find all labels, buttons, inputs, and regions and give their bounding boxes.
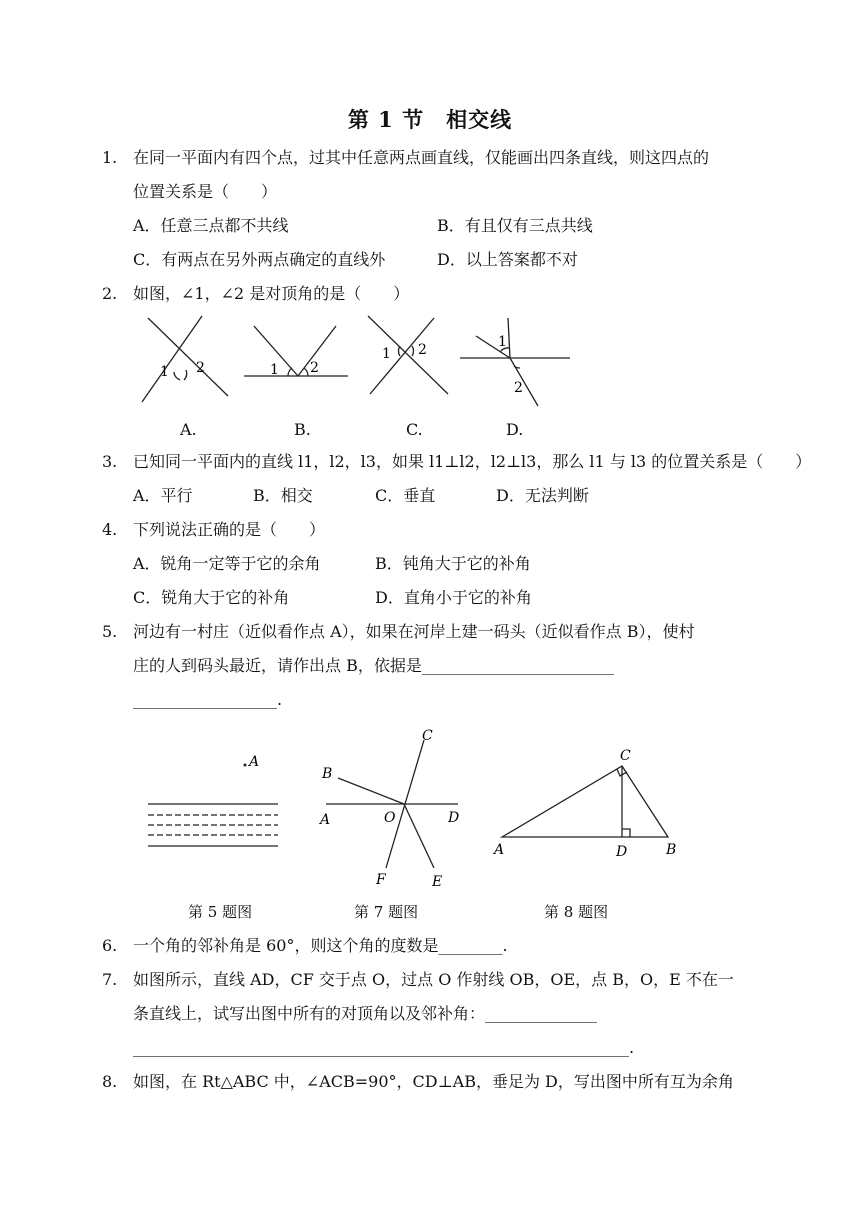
q2-text: 如图，∠1，∠2 是对顶角的是（ ） <box>133 284 410 303</box>
q7-text-line2: 条直线上，试写出图中所有的对顶角以及邻补角：______________ <box>133 1004 598 1023</box>
fig7-point-c: C <box>422 728 433 744</box>
q3-text: 已知同一平面内的直线 l1，l2，l3，如果 l1⊥l2，l2⊥l3，那么 l1 与 l3 的位置关系是（ ） <box>133 452 812 471</box>
fig7-point-b: B <box>322 766 333 782</box>
fig7-point-a: A <box>320 812 331 828</box>
q2-d-angle1: 1 <box>498 334 507 350</box>
fig5-caption: 第 5 题图 <box>188 903 253 921</box>
q3-option-a: A．平行 <box>133 486 193 505</box>
fig7-point-f: F <box>376 872 386 888</box>
q1-option-a: A．任意三点都不共线 <box>133 216 289 235</box>
q2-figure-a <box>142 316 228 402</box>
q5-text-line2: 庄的人到码头最近，请作出点 B，依据是________________________ <box>133 656 614 675</box>
fig7-point-d: D <box>448 810 460 826</box>
q2-a-angle2: 2 <box>196 360 205 376</box>
q7-number: 7. <box>102 970 118 989</box>
fig5-point-a-dot <box>244 764 247 767</box>
q2-figure-c <box>368 316 448 394</box>
q2-label-c: C. <box>406 420 423 439</box>
q2-d-angle2: 2 <box>514 380 523 396</box>
fig7-point-o: O <box>384 810 396 826</box>
fig8-point-d: D <box>616 844 628 860</box>
q2-b-angle1: 1 <box>270 362 279 378</box>
q1-option-d: D．以上答案都不对 <box>437 250 578 269</box>
q2-c-angle1: 1 <box>382 346 391 362</box>
q1-option-c: C．有两点在另外两点确定的直线外 <box>133 250 386 269</box>
q4-text: 下列说法正确的是（ ） <box>133 520 326 539</box>
q2-label-a: A. <box>180 420 197 439</box>
q4-option-a: A．锐角一定等于它的余角 <box>133 554 321 573</box>
fig8-caption: 第 8 题图 <box>544 903 609 921</box>
fig7-caption: 第 7 题图 <box>354 903 419 921</box>
q8-number: 8. <box>102 1072 118 1091</box>
q2-figures <box>130 310 590 410</box>
fig8-triangle <box>502 766 668 837</box>
q7-text-line3: ______________________________________________________________. <box>133 1038 635 1057</box>
q8-text-line1: 如图，在 Rt△ABC 中，∠ACB=90°，CD⊥AB，垂足为 D，写出图中所有互为余角 <box>133 1072 734 1091</box>
q2-label-b: B. <box>294 420 311 439</box>
q2-number: 2. <box>102 284 118 303</box>
q4-option-c: C．锐角大于它的补角 <box>133 588 290 607</box>
q4-number: 4. <box>102 520 118 539</box>
q3-number: 3. <box>102 452 118 471</box>
q6-number: 6. <box>102 936 118 955</box>
q4-option-d: D．直角小于它的补角 <box>375 588 532 607</box>
q3-option-b: B．相交 <box>253 486 313 505</box>
q1-text-line1: 在同一平面内有四个点，过其中任意两点画直线，仅能画出四条直线，则这四点的 <box>133 148 710 167</box>
fig5-river <box>148 804 278 846</box>
fig8-point-b: B <box>666 842 677 858</box>
q5-text-line3: __________________. <box>133 690 283 709</box>
fig5-point-a-label: A <box>249 754 260 770</box>
q3-option-d: D．无法判断 <box>496 486 589 505</box>
q2-a-angle1: 1 <box>160 364 169 380</box>
q7-text-line1: 如图所示，直线 AD，CF 交于点 O，过点 O 作射线 OB，OE，点 B，O，E 不在一 <box>133 970 734 989</box>
q1-text-line2: 位置关系是（ ） <box>133 182 278 201</box>
fig8-point-a: A <box>494 842 505 858</box>
page-title: 第 1 节 相交线 <box>347 107 513 132</box>
q2-figure-b <box>244 326 348 376</box>
q6-text: 一个角的邻补角是 60°，则这个角的度数是________. <box>133 936 508 955</box>
q5-text-line1: 河边有一村庄（近似看作点 A），如果在河岸上建一码头（近似看作点 B），使村 <box>133 622 695 641</box>
q2-label-d: D. <box>506 420 524 439</box>
figures-row <box>140 722 700 892</box>
fig8-point-c: C <box>620 748 631 764</box>
q5-number: 5. <box>102 622 118 641</box>
q4-option-b: B．钝角大于它的补角 <box>375 554 531 573</box>
q3-option-c: C．垂直 <box>375 486 436 505</box>
q1-number: 1. <box>102 148 118 167</box>
q1-option-b: B．有且仅有三点共线 <box>437 216 593 235</box>
fig7-point-e: E <box>432 874 443 890</box>
q2-c-angle2: 2 <box>418 342 427 358</box>
fig7-lines <box>326 740 458 868</box>
q2-b-angle2: 2 <box>310 360 319 376</box>
